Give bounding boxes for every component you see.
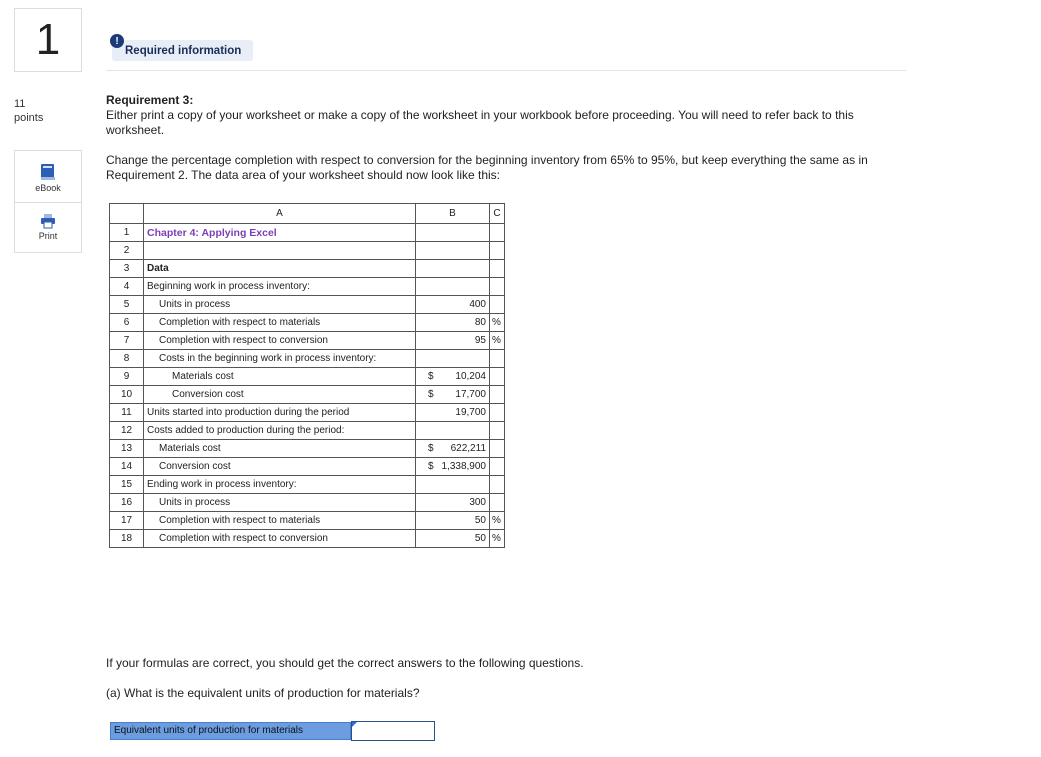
table-row <box>110 512 505 530</box>
cell-value: 50 <box>474 515 486 526</box>
table-row <box>110 422 505 440</box>
required-information-label: Required information <box>125 44 242 57</box>
tool-panel <box>14 150 82 253</box>
table-row <box>110 368 505 386</box>
cell-a: Conversion cost <box>144 386 416 404</box>
cell-value: 1,338,900 <box>441 461 486 472</box>
cell-c <box>490 494 505 512</box>
corner-cell <box>110 204 144 224</box>
cell-b <box>416 530 490 548</box>
table-row <box>110 458 505 476</box>
row-number: 14 <box>110 458 144 476</box>
cell-a: Completion with respect to materials <box>144 512 416 530</box>
print-button[interactable] <box>15 211 81 251</box>
cell-b <box>416 314 490 332</box>
cell-b <box>416 440 490 458</box>
cell-value: 10,204 <box>455 371 486 382</box>
cell-a: Completion with respect to conversion <box>144 530 416 548</box>
row-number: 16 <box>110 494 144 512</box>
currency-symbol: $ <box>428 461 434 472</box>
table-row <box>110 440 505 458</box>
cell-value: 80 <box>474 317 486 328</box>
cell-b <box>416 296 490 314</box>
equivalent-units-materials-input[interactable] <box>351 721 435 741</box>
cell-c <box>490 458 505 476</box>
cell-value: 400 <box>469 299 486 310</box>
cell-b <box>416 350 490 368</box>
cell-value: 50 <box>474 533 486 544</box>
table-row <box>110 242 505 260</box>
cell-b <box>416 224 490 242</box>
table-row <box>110 332 505 350</box>
cell-a: Data <box>144 260 416 278</box>
row-number: 4 <box>110 278 144 296</box>
cell-c: % <box>490 314 505 332</box>
cell-a: Units started into production during the period <box>144 404 416 422</box>
table-row <box>110 296 505 314</box>
cell-b <box>416 368 490 386</box>
print-label: Print <box>38 231 58 241</box>
cell-a: Beginning work in process inventory: <box>144 278 416 296</box>
table-row <box>110 278 505 296</box>
cell-a: Costs in the beginning work in process inventory: <box>144 350 416 368</box>
currency-symbol: $ <box>428 389 434 400</box>
cell-c: % <box>490 530 505 548</box>
cell-b <box>416 404 490 422</box>
ebook-label: eBook <box>35 183 61 193</box>
cell-a: Completion with respect to materials <box>144 314 416 332</box>
table-row <box>110 530 505 548</box>
row-number: 11 <box>110 404 144 422</box>
required-information-banner[interactable] <box>112 40 253 61</box>
table-row <box>110 386 505 404</box>
cell-c <box>490 368 505 386</box>
row-number: 7 <box>110 332 144 350</box>
row-number: 8 <box>110 350 144 368</box>
points-label: points <box>14 112 44 124</box>
alert-icon: ! <box>110 34 124 48</box>
cell-b <box>416 512 490 530</box>
cell-value: 95 <box>474 335 486 346</box>
column-header-c: C <box>490 204 505 224</box>
row-number: 9 <box>110 368 144 386</box>
question-number: 1 <box>14 8 82 72</box>
input-flag-icon <box>352 722 357 727</box>
divider <box>106 70 906 71</box>
table-row <box>110 350 505 368</box>
cell-c <box>490 278 505 296</box>
row-number: 2 <box>110 242 144 260</box>
currency-symbol: $ <box>428 443 434 454</box>
cell-value: 19,700 <box>455 407 486 418</box>
cell-a: Costs added to production during the period: <box>144 422 416 440</box>
requirement-instructions: Either print a copy of your worksheet or make a copy of the worksheet in your workbook before proceeding. You will need to refer back to this worksheet. <box>106 108 854 137</box>
row-number: 12 <box>110 422 144 440</box>
cell-c <box>490 350 505 368</box>
table-row <box>110 404 505 422</box>
points-value: 11 <box>14 98 26 110</box>
cell-b <box>416 278 490 296</box>
ebook-button[interactable] <box>15 161 81 203</box>
row-number: 13 <box>110 440 144 458</box>
cell-c <box>490 386 505 404</box>
row-number: 15 <box>110 476 144 494</box>
table-row <box>110 494 505 512</box>
cell-a: Conversion cost <box>144 458 416 476</box>
currency-symbol: $ <box>428 371 434 382</box>
cell-value: 622,211 <box>450 443 486 454</box>
answer-label: Equivalent units of production for materials <box>110 722 351 740</box>
cell-b <box>416 422 490 440</box>
printer-icon <box>15 213 81 229</box>
cell-b <box>416 332 490 350</box>
row-number: 1 <box>110 224 144 242</box>
cell-a: Materials cost <box>144 440 416 458</box>
questions-intro: If your formulas are correct, you should get the correct answers to the following questions. <box>106 656 584 670</box>
cell-a: Units in process <box>144 494 416 512</box>
book-icon <box>15 163 81 181</box>
cell-b <box>416 494 490 512</box>
cell-c <box>490 242 505 260</box>
worksheet-data-table <box>109 203 505 548</box>
requirement-description: Change the percentage completion with respect to conversion for the beginning inventory from 65% to 95%, but keep everything the same as in Requirement 2. The data area of your worksheet should now look like this: <box>106 153 868 182</box>
cell-a: Ending work in process inventory: <box>144 476 416 494</box>
cell-b <box>416 386 490 404</box>
cell-a: Chapter 4: Applying Excel <box>144 224 416 242</box>
cell-a: Completion with respect to conversion <box>144 332 416 350</box>
column-header-row <box>110 204 505 224</box>
row-number: 17 <box>110 512 144 530</box>
cell-c <box>490 260 505 278</box>
cell-c <box>490 440 505 458</box>
row-number: 18 <box>110 530 144 548</box>
cell-b <box>416 458 490 476</box>
cell-c <box>490 404 505 422</box>
cell-value: 17,700 <box>455 389 486 400</box>
cell-c <box>490 422 505 440</box>
cell-c <box>490 476 505 494</box>
tool-divider <box>15 202 81 203</box>
cell-b <box>416 242 490 260</box>
row-number: 6 <box>110 314 144 332</box>
cell-c <box>490 296 505 314</box>
cell-a: Units in process <box>144 296 416 314</box>
table-row <box>110 260 505 278</box>
cell-c <box>490 224 505 242</box>
requirement-title: Requirement 3: <box>106 93 194 107</box>
row-number: 5 <box>110 296 144 314</box>
cell-a: Materials cost <box>144 368 416 386</box>
table-row <box>110 476 505 494</box>
column-header-a: A <box>144 204 416 224</box>
column-header-b: B <box>416 204 490 224</box>
row-number: 3 <box>110 260 144 278</box>
table-row <box>110 314 505 332</box>
question-a: (a) What is the equivalent units of production for materials? <box>106 686 420 700</box>
cell-c: % <box>490 512 505 530</box>
cell-c: % <box>490 332 505 350</box>
row-number: 10 <box>110 386 144 404</box>
cell-b <box>416 476 490 494</box>
cell-b <box>416 260 490 278</box>
table-row <box>110 224 505 242</box>
cell-a <box>144 242 416 260</box>
cell-value: 300 <box>469 497 486 508</box>
